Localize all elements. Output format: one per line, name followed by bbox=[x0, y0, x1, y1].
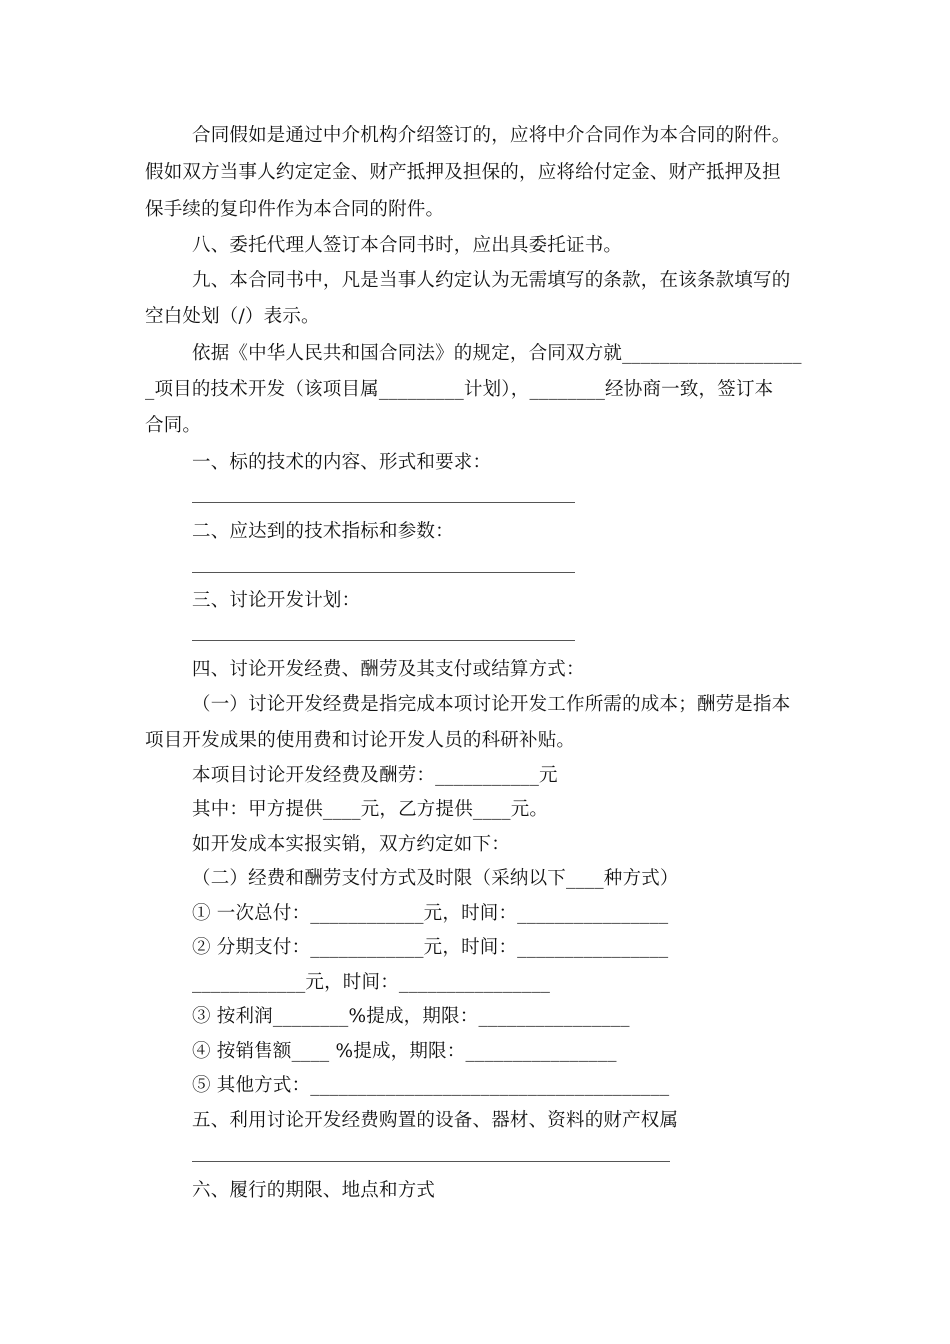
section-5-heading: 五、利用讨论开发经费购置的设备、器材、资料的财产权属 bbox=[192, 1110, 679, 1131]
preamble-line: 合同。 bbox=[145, 415, 202, 436]
paragraph-line: 合同假如是通过中介机构介绍签订的，应将中介合同作为本合同的附件。 bbox=[192, 125, 791, 146]
paragraph-line: 空白处划（/）表示。 bbox=[145, 306, 320, 327]
clause-8: 八、委托代理人签订本合同书时，应出具委托证书。 bbox=[192, 235, 623, 256]
section-4-heading: 四、讨论开发经费、酬劳及其支付或结算方式： bbox=[192, 659, 585, 680]
payment-option-2-cont: ____________元，时间：________________ bbox=[192, 972, 551, 993]
section-3-heading: 三、讨论开发计划： bbox=[192, 590, 361, 611]
section-2-heading: 二、应达到的技术指标和参数： bbox=[192, 521, 454, 542]
paragraph-line: 如开发成本实报实销，双方约定如下： bbox=[192, 834, 510, 855]
blank-line[interactable] bbox=[192, 502, 575, 503]
blank-line[interactable] bbox=[192, 1161, 670, 1162]
section-1-heading: 一、标的技术的内容、形式和要求： bbox=[192, 452, 492, 473]
blank-line[interactable] bbox=[192, 572, 575, 573]
payment-option-3: ③ 按利润________%提成，期限：________________ bbox=[192, 1006, 630, 1027]
paragraph-line: 假如双方当事人约定定金、财产抵押及担保的，应将给付定金、财产抵押及担 bbox=[145, 162, 781, 183]
fee-total-line: 本项目讨论开发经费及酬劳：___________元 bbox=[192, 765, 558, 786]
paragraph-line: 保手续的复印件作为本合同的附件。 bbox=[145, 199, 445, 220]
section-6-heading: 六、履行的期限、地点和方式 bbox=[192, 1180, 436, 1201]
preamble-line: 依据《中华人民共和国合同法》的规定，合同双方就___________________ bbox=[192, 343, 802, 364]
payment-method-heading: （二）经费和酬劳支付方式及时限（采纳以下____种方式） bbox=[192, 868, 679, 889]
payment-option-4: ④ 按销售额____ %提成，期限：________________ bbox=[192, 1041, 617, 1062]
paragraph-line: （一）讨论开发经费是指完成本项讨论开发工作所需的成本；酬劳是指本 bbox=[192, 694, 791, 715]
payment-option-1: ① 一次总付：____________元，时间：________________ bbox=[192, 903, 669, 924]
fee-split-line: 其中：甲方提供____元，乙方提供____元。 bbox=[192, 799, 549, 820]
clause-9: 九、本合同书中，凡是当事人约定认为无需填写的条款，在该条款填写的 bbox=[192, 270, 791, 291]
payment-option-5: ⑤ 其他方式：______________________________________ bbox=[192, 1075, 670, 1096]
preamble-line: _项目的技术开发（该项目属_________计划），________经协商一致，签订本 bbox=[145, 379, 774, 400]
paragraph-line: 项目开发成果的使用费和讨论开发人员的科研补贴。 bbox=[145, 730, 576, 751]
payment-option-2: ② 分期支付：____________元，时间：________________ bbox=[192, 937, 669, 958]
blank-line[interactable] bbox=[192, 640, 575, 641]
